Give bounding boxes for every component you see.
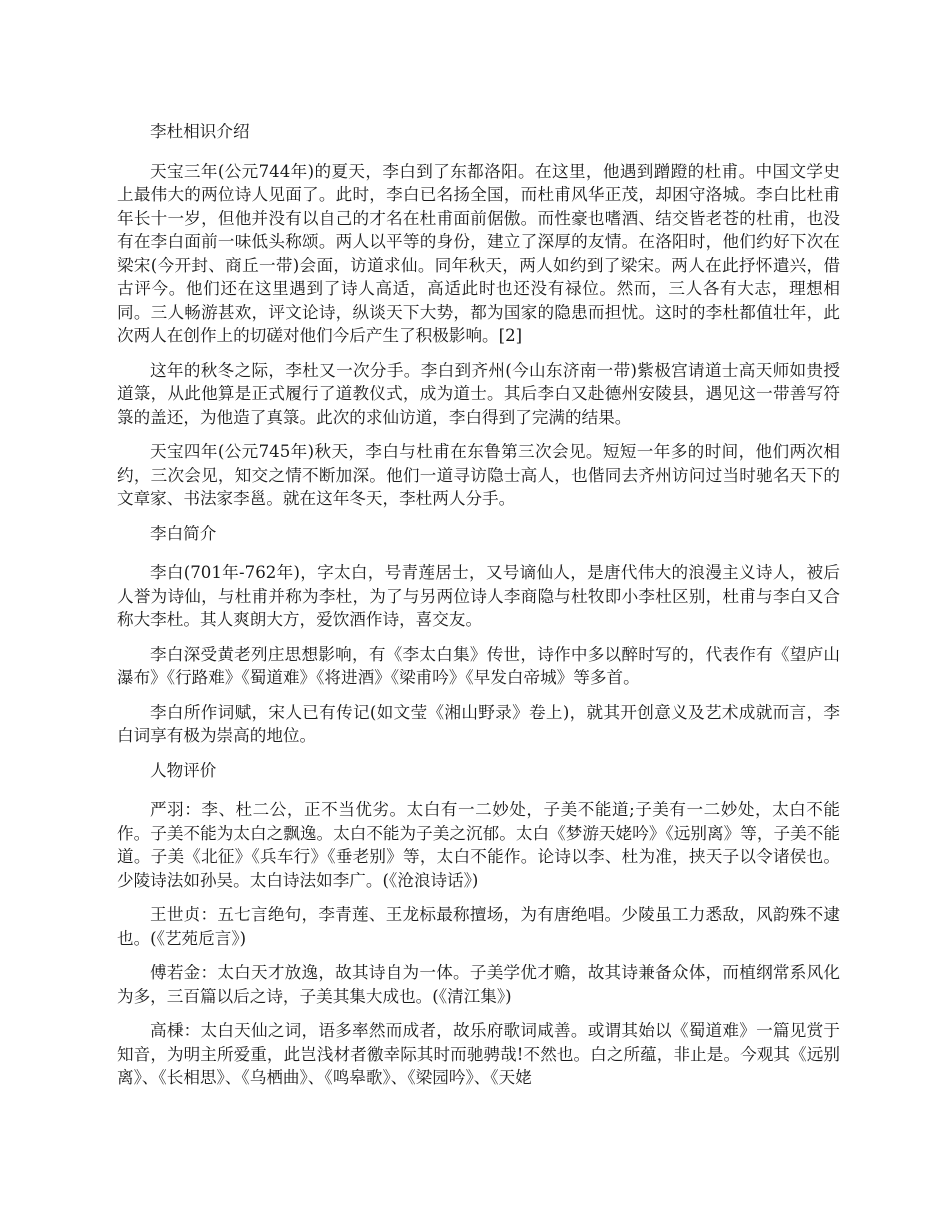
section-heading-evaluation: 人物评价 [150,760,217,780]
paragraph-meeting: 天宝三年(公元744年)的夏天，李白到了东都洛阳。在这里，他遇到蹭蹬的杜甫。中国文学史上最伟大的两位诗人见面了。此时，李白已名扬全国，而杜甫风华正茂，却困守洛城。李白比杜甫年长十一岁，但他并没有以自己的才名在杜甫面前倨傲。而性豪也嗜酒、结交皆老苍的杜甫，也没有在李白面前一味低头称颂。两人以平等的身份，建立了深厚的友情。在洛阳时，他们约好下次在梁宋(今开封、商丘一带)会面，访道求仙。同年秋天，两人如约到了梁宋。两人在此抒怀遣兴，借古评今。他们还在这里遇到了诗人高适，高适此时也还没有禄位。然而，三人各有大志，理想相同。三人畅游甚欢，评文论诗，纵谈天下大势，都为国家的隐患而担忧。这时的李杜都值壮年，此次两人在创作上的切磋对他们今后产生了积极影响。[2] [117,161,840,345]
paragraph-yanyu: 严羽：李、杜二公，正不当优劣。太白有一二妙处，子美不能道;子美有一二妙处，太白不能作。子美不能为太白之飘逸。太白不能为子美之沉郁。太白《梦游天姥吟》《远别离》等，子美不能道。子美《北征》《兵车行》《垂老别》等，太白不能作。论诗以李、杜为准，挟天子以令诸侯也。少陵诗法如孙吴。太白诗法如李广。(《沧浪诗话》) [117,800,840,890]
paragraph-libai-ci: 李白所作词赋，宋人已有传记(如文莹《湘山野录》卷上)，就其开创意义及艺术成就而言，李白词享有极为崇高的地位。 [117,702,840,745]
document-page [117,120,840,1101]
paragraph-furuojin: 傅若金：太白天才放逸，故其诗自为一体。子美学优才赡，故其诗兼备众体，而植纲常系风化为多，三百篇以后之诗，子美其集大成也。(《清江集》) [117,963,840,1006]
paragraph-wangshizhen: 王世贞：五七言绝句，李青莲、王龙标最称擅场，为有唐绝唱。少陵虽工力悉敌，风韵殊不逮也。(《艺苑卮言》) [117,905,840,948]
paragraph-third-meeting: 天宝四年(公元745年)秋天，李白与杜甫在东鲁第三次会见。短短一年多的时间，他们两次相约，三次会见，知交之情不断加深。他们一道寻访隐士高人，也偕同去齐州访问过当时驰名天下的文章家、书法家李邕。就在这年冬天，李杜两人分手。 [117,442,840,508]
paragraph-libai-works: 李白深受黄老列庄思想影响，有《李太白集》传世，诗作中多以醉时写的，代表作有《望庐山瀑布》《行路难》《蜀道难》《将进酒》《梁甫吟》《早发白帝城》等多首。 [117,644,840,687]
paragraph-libai-bio: 李白(701年-762年)，字太白，号青莲居士，又号谪仙人，是唐代伟大的浪漫主义诗人，被后人誉为诗仙，与杜甫并称为李杜，为了与另两位诗人李商隐与杜牧即小李杜区别，杜甫与李白又合称大李杜。其人爽朗大方，爱饮酒作诗，喜交友。 [117,563,840,629]
section-heading-libai: 李白简介 [150,523,217,543]
paragraph-autumn-parting: 这年的秋冬之际，李杜又一次分手。李白到齐州(今山东济南一带)紫极宫请道士高天师如贵授道箓，从此他算是正式履行了道教仪式，成为道士。其后李白又赴德州安陵县，遇见这一带善写符箓的盖还，为他造了真箓。此次的求仙访道，李白得到了完满的结果。 [117,360,840,427]
paragraph-gaobing: 高棅：太白天仙之词，语多率然而成者，故乐府歌词咸善。或谓其始以《蜀道难》一篇见赏于知音，为明主所爱重，此岂浅材者徼幸际其时而驰骋哉!不然也。白之所蕴，非止是。今观其《远别离》、《长相思》、《乌栖曲》、《鸣皋歌》、《梁园吟》、《天姥 [117,1021,840,1087]
section-heading-intro: 李杜相识介绍 [150,122,250,141]
